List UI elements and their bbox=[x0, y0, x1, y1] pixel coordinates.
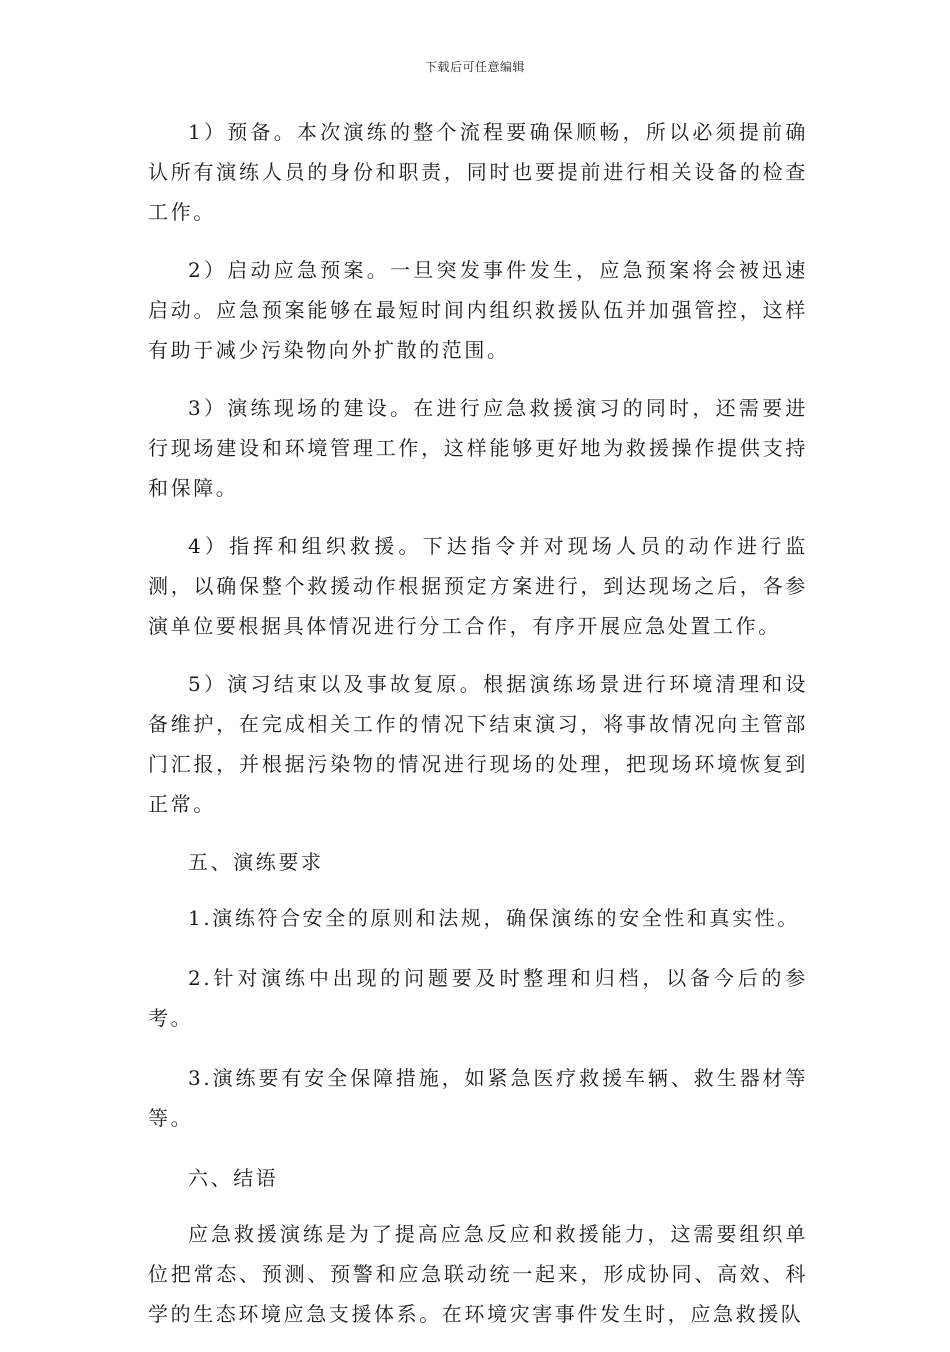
section-heading-requirements: 五、演练要求 bbox=[188, 850, 324, 874]
requirement-item-3: 3.演练要有安全保障措施，如紧急医疗救援车辆、救生器材等等。 bbox=[148, 1066, 808, 1130]
section-heading-conclusion: 六、结语 bbox=[188, 1166, 279, 1190]
requirement-item-1: 1.演练符合安全的原则和法规，确保演练的安全性和真实性。 bbox=[188, 906, 800, 930]
paragraph-step-2: 2）启动应急预案。一旦突发事件发生，应急预案将会被迅速启动。应急预案能够在最短时间内组织救援队伍并加强管控，这样有助于减少污染物向外扩散的范围。 bbox=[148, 258, 808, 362]
requirement-item-2: 2.针对演练中出现的问题要及时整理和归档，以备今后的参考。 bbox=[148, 966, 808, 1030]
paragraph-step-4: 4）指挥和组织救援。下达指令并对现场人员的动作进行监测，以确保整个救援动作根据预定方案进行，到达现场之后，各参演单位要根据具体情况进行分工合作，有序开展应急处置工作。 bbox=[148, 534, 808, 638]
paragraph-step-5: 5）演习结束以及事故复原。根据演练场景进行环境清理和设备维护，在完成相关工作的情况下结束演习，将事故情况向主管部门汇报，并根据污染物的情况进行现场的处理，把现场环境恢复到正常。 bbox=[148, 672, 808, 816]
page-header: 下载后可任意编辑 bbox=[424, 60, 525, 74]
paragraph-step-3: 3）演练现场的建设。在进行应急救援演习的同时，还需要进行现场建设和环境管理工作，这样能够更好地为救援操作提供支持和保障。 bbox=[148, 396, 808, 500]
paragraph-step-1: 1）预备。本次演练的整个流程要确保顺畅，所以必须提前确认所有演练人员的身份和职责，同时也要提前进行相关设备的检查工作。 bbox=[148, 120, 808, 224]
paragraph-conclusion: 应急救援演练是为了提高应急反应和救援能力，这需要组织单位把常态、预测、预警和应急联动统一起来，形成协同、高效、科学的生态环境应急支援体系。在环境灾害事件发生时，应急救援队 bbox=[148, 1222, 808, 1326]
document-body bbox=[148, 112, 808, 1352]
